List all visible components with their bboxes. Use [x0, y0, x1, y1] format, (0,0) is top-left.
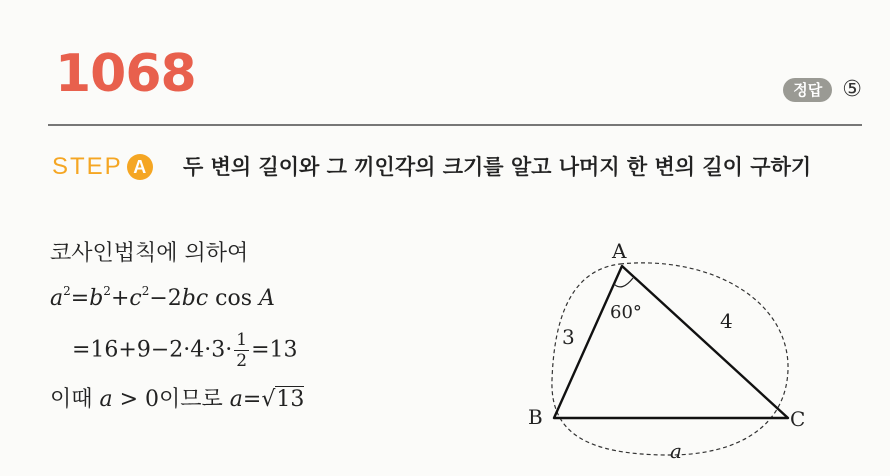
result-a: a=√13 — [229, 387, 305, 412]
circumcircle-dashed — [552, 263, 788, 455]
side-label-ac: 4 — [720, 309, 733, 333]
side-label-bc: a — [670, 439, 682, 463]
angle-label-a: 60° — [610, 302, 642, 323]
step-text: STEP — [52, 153, 123, 180]
triangle-figure — [510, 230, 830, 470]
solution-intro: 코사인법칙에 의하여 — [50, 241, 249, 266]
step-title: 두 변의 길이와 그 끼인각의 크기를 알고 나머지 한 변의 길이 구하기 — [183, 155, 812, 179]
step-label — [52, 153, 153, 181]
answer-badge: 정답 — [783, 78, 832, 102]
vertex-label-a: A — [612, 239, 627, 263]
conclusion-prefix: 이때 — [50, 387, 100, 412]
solution-conclusion — [50, 389, 304, 411]
side-label-ab: 3 — [562, 325, 575, 349]
header-divider — [48, 124, 862, 126]
answer-value: ⑤ — [842, 77, 862, 102]
answer-area — [783, 78, 862, 102]
condition-a-positive: a > 0 — [99, 387, 160, 412]
equation-substitution: =16+9−2·4·3· $\frac{1}{2}$ =13 — [72, 330, 298, 371]
conclusion-mid: 이므로 — [159, 387, 230, 412]
step-badge: A — [127, 154, 153, 180]
triangle-abc — [554, 266, 788, 418]
vertex-label-b: B — [528, 405, 543, 429]
fraction-one-half: $\frac{1}{2}$ — [236, 330, 248, 371]
problem-number: 1068 — [55, 44, 196, 104]
equation-law-of-cosines: $a^2=b^2+c^2-2bc$ cos A — [50, 284, 275, 311]
vertex-label-c: C — [790, 407, 806, 431]
